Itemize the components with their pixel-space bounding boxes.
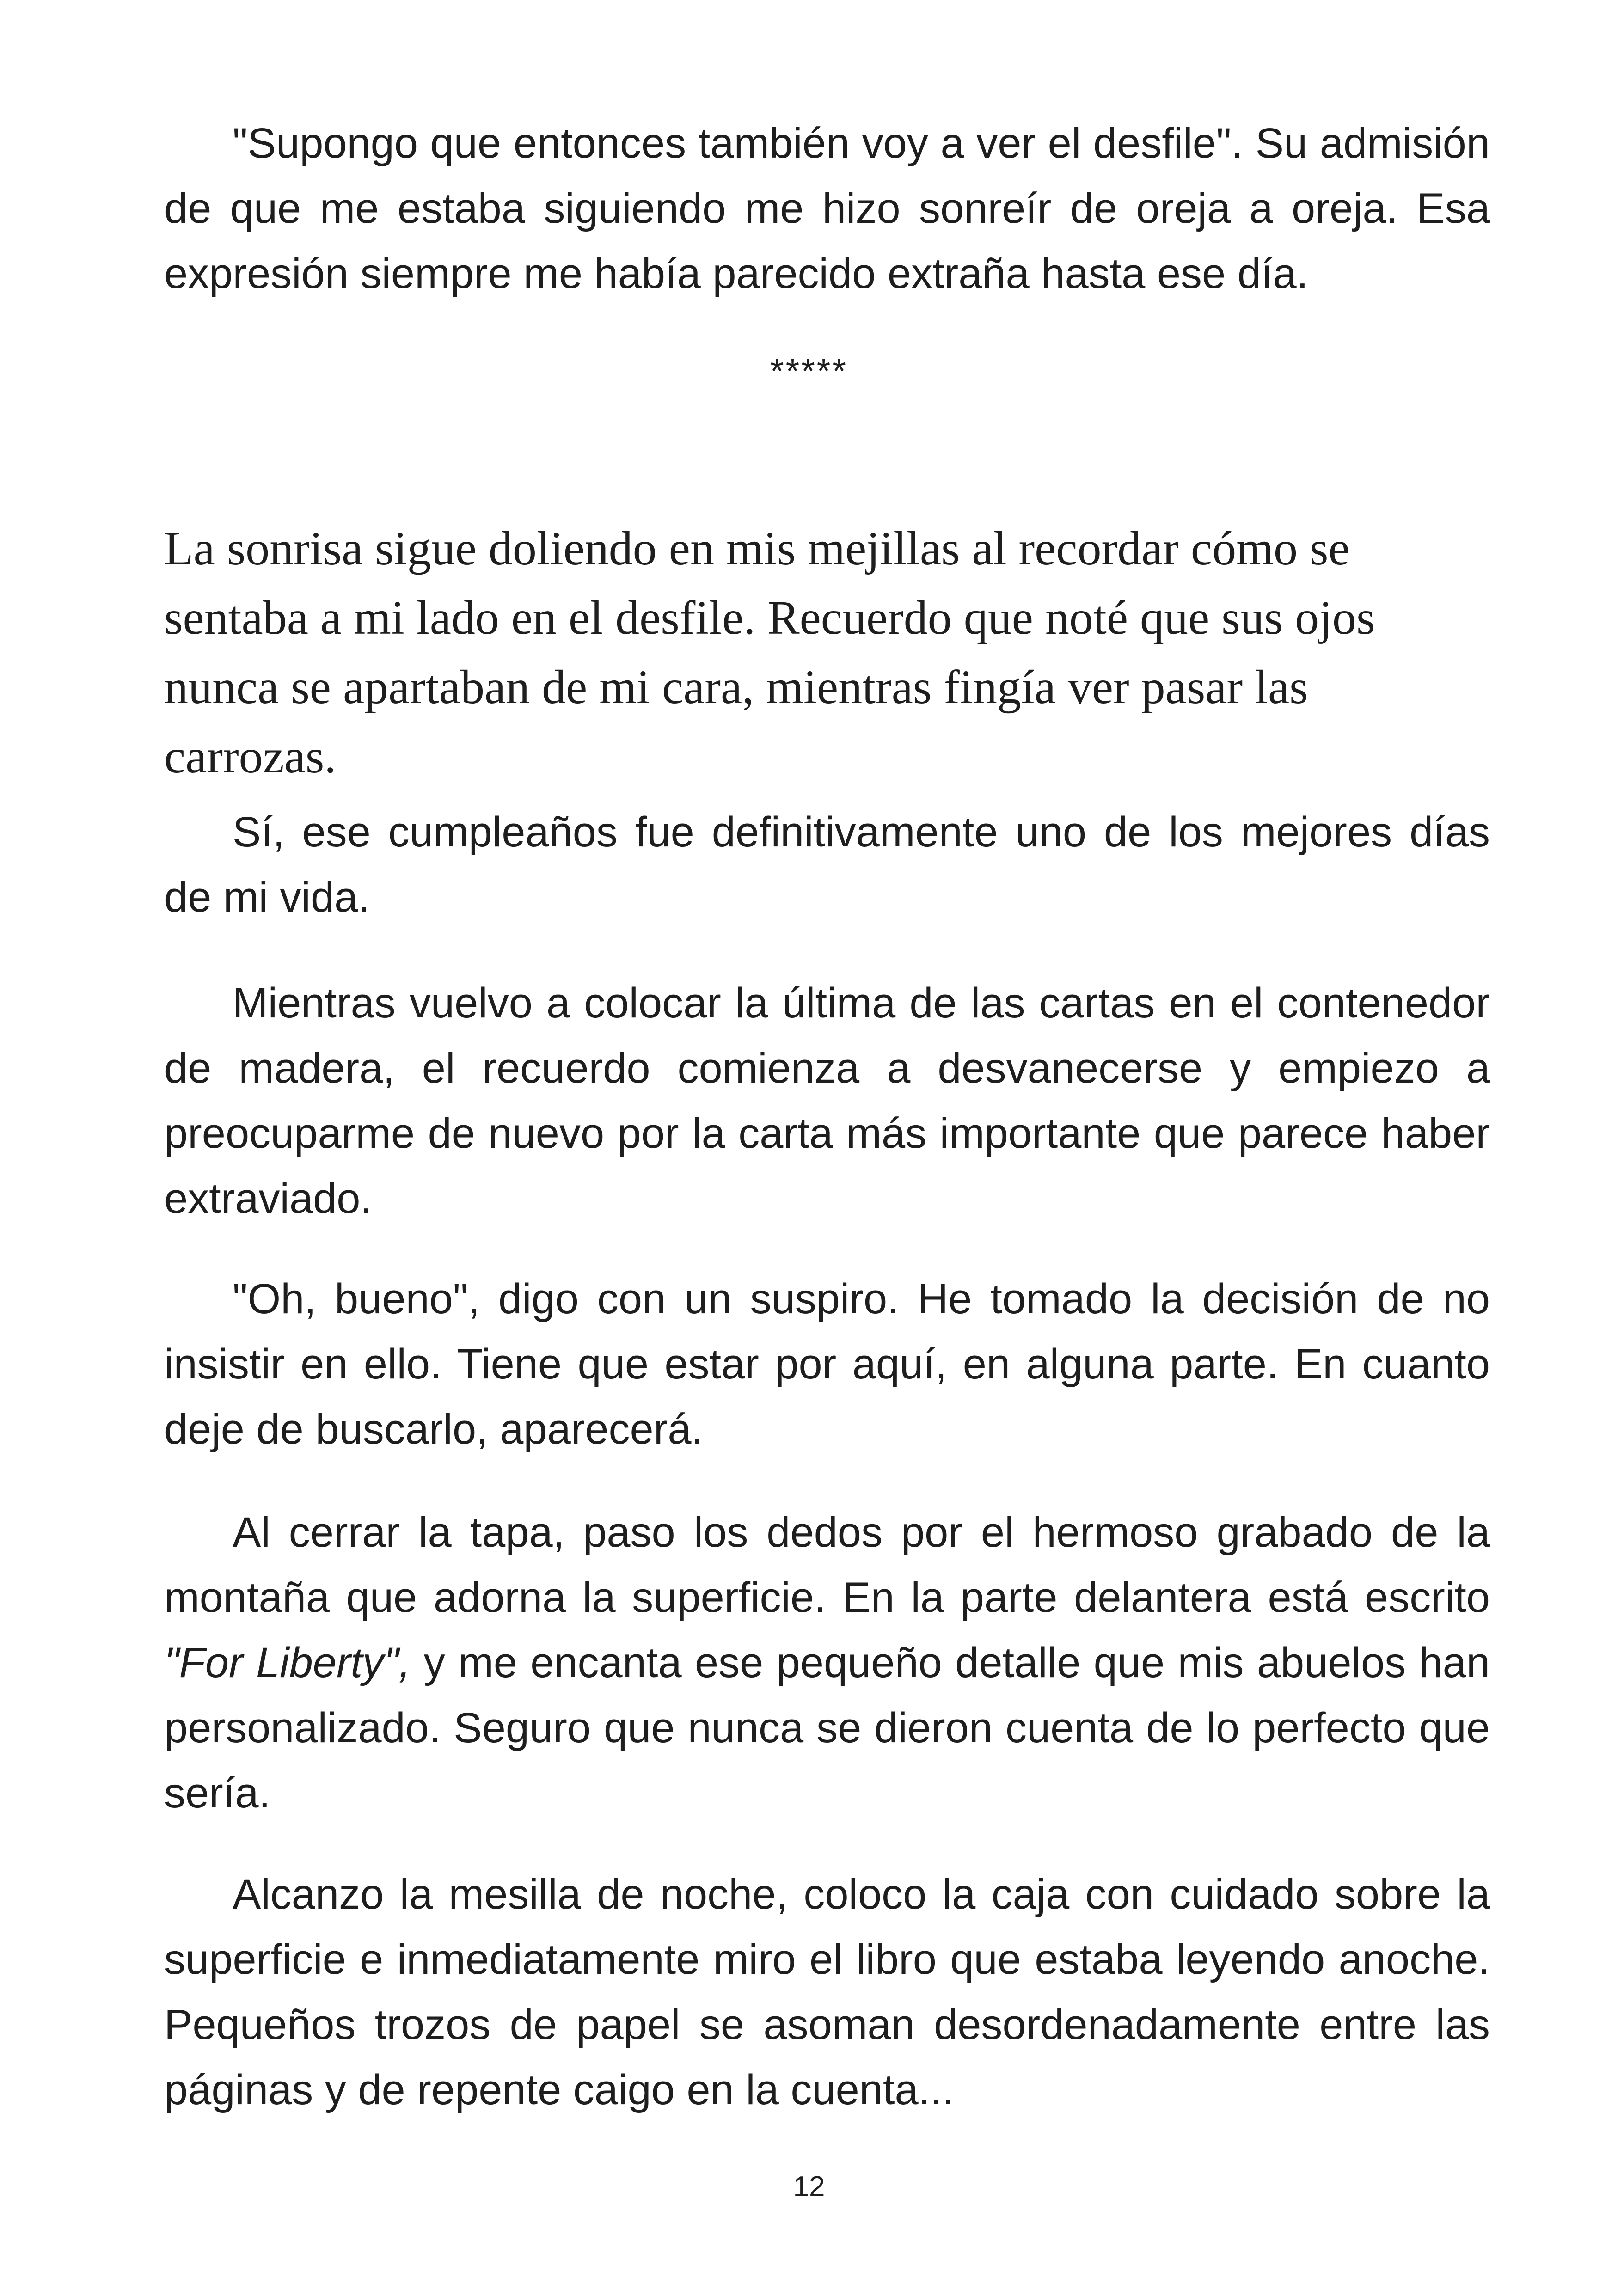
paragraph-4: Mientras vuelvo a colocar la última de las cartas en el contenedor de madera, el recuerdo comienza a desvanecerse y empiezo a preocuparme de nuevo por la carta más importante que parece haber extraviado.	[164, 980, 1490, 1222]
paragraph-6-text-start: Al cerrar la tapa, paso los dedos por el hermoso grabado de la montaña que adorna la superficie. En la parte delantera está escrito	[164, 1509, 1490, 1621]
paragraph-6	[164, 1500, 1490, 1826]
paragraph-3: Sí, ese cumpleaños fue definitivamente uno de los mejores días de mi vida.	[164, 808, 1490, 921]
page-number: 12	[793, 2171, 825, 2203]
paragraph-6-text-end: y me encanta ese pequeño detalle que mis abuelos han personalizado. Seguro que nunca se dieron cuenta de lo perfecto que sería.	[164, 1639, 1490, 1817]
scene-separator: *****	[770, 352, 848, 391]
paragraph-6-italic-title: "For Liberty",	[164, 1639, 411, 1686]
paragraph-7: Alcanzo la mesilla de noche, coloco la caja con cuidado sobre la superficie e inmediatamente miro el libro que estaba leyendo anoche. Pequeños trozos de papel se asoman desordenadamente entre las páginas y de repente caigo en la cuenta...	[164, 1871, 1490, 2113]
paragraph-1: "Supongo que entonces también voy a ver el desfile". Su admisión de que me estaba siguiendo me hizo sonreír de oreja a oreja. Esa expresión siempre me había parecido extraña hasta ese día.	[164, 120, 1490, 297]
paragraph-2: La sonrisa sigue doliendo en mis mejillas al recordar cómo se sentaba a mi lado en el desfile. Recuerdo que noté que sus ojos nunca se apartaban de mi cara, mientras fingía ver pasar las carrozas.	[164, 522, 1375, 783]
paragraph-5: "Oh, bueno", digo con un suspiro. He tomado la decisión de no insistir en ello. Tiene que estar por aquí, en alguna parte. En cuanto deje de buscarlo, aparecerá.	[164, 1275, 1490, 1453]
